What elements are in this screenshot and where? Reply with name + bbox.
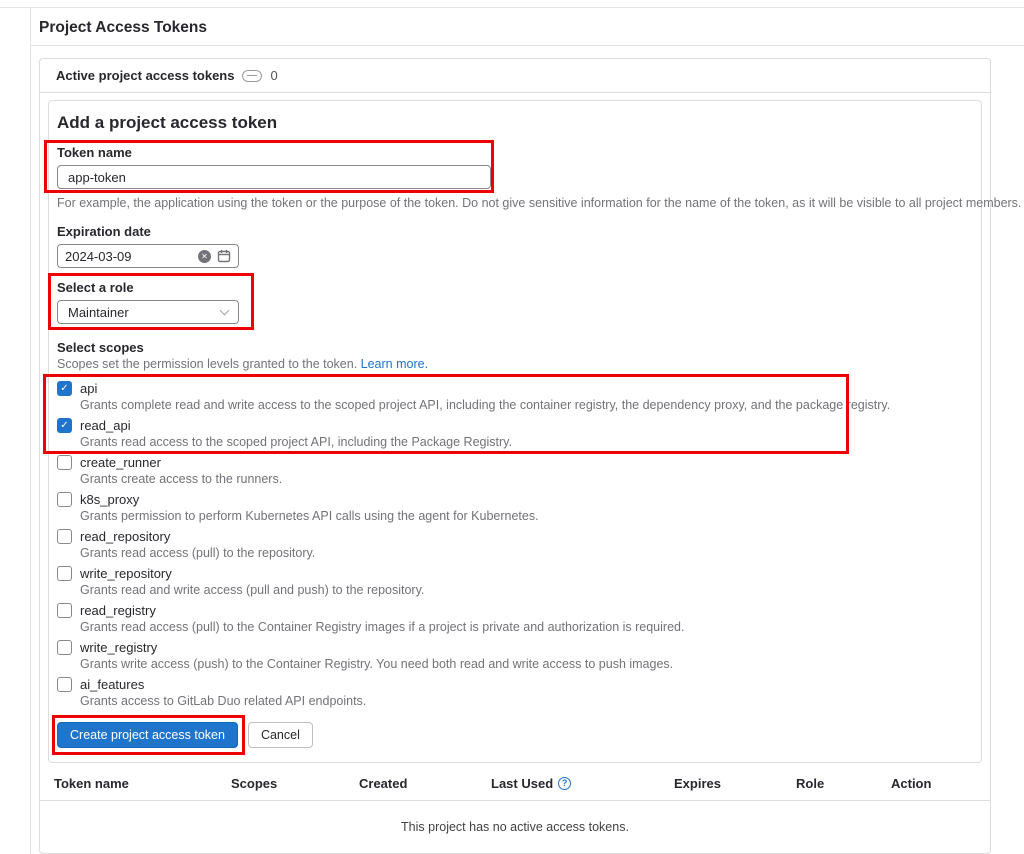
- expiration-date-label: Expiration date: [57, 224, 151, 239]
- scope-description: Grants read access to the scoped project API, including the Package Registry.: [80, 435, 512, 449]
- col-last-used: [485, 776, 668, 791]
- scopes-help-text: Scopes set the permission levels granted to the token.: [57, 357, 358, 371]
- scope-description: Grants complete read and write access to the scoped project API, including the container registry, the dependency proxy, and the package registry.: [80, 398, 891, 412]
- token-name-field: [57, 145, 491, 189]
- scopes-help: [57, 357, 973, 371]
- empty-state-message: This project has no active access tokens.: [401, 820, 629, 834]
- scope-name: write_repository: [80, 565, 172, 581]
- token-name-help: For example, the application using the token or the purpose of the token. Do not give sensitive information for the name of the token, as it will be visible to all project members.: [57, 196, 1022, 210]
- scope-name: read_registry: [80, 602, 156, 618]
- scope-item: [57, 454, 973, 486]
- scope-name: k8s_proxy: [80, 491, 140, 507]
- learn-more-link[interactable]: Learn more.: [360, 357, 429, 371]
- scope-description: Grants permission to perform Kubernetes API calls using the agent for Kubernetes.: [80, 509, 539, 523]
- scope-item: [57, 491, 973, 523]
- form-heading: Add a project access token: [57, 113, 278, 132]
- scope-name: create_runner: [80, 454, 161, 470]
- card-header: [40, 59, 990, 93]
- top-divider: [0, 0, 1024, 8]
- role-select[interactable]: [57, 300, 239, 324]
- role-label: Select a role: [57, 280, 134, 295]
- scope-checkbox[interactable]: [57, 529, 72, 544]
- scope-description: Grants create access to the runners.: [80, 472, 283, 486]
- scope-name: read_api: [80, 417, 131, 433]
- scope-item: [57, 528, 973, 560]
- expiration-date-input[interactable]: [57, 244, 239, 268]
- scope-item: [57, 602, 973, 634]
- scope-checkbox[interactable]: [57, 640, 72, 655]
- add-token-form: [48, 100, 1022, 763]
- scope-item: [57, 417, 973, 449]
- cancel-button[interactable]: Cancel: [248, 722, 313, 748]
- tokens-table-header: [40, 766, 990, 801]
- scope-description: Grants read access (pull) to the repository.: [80, 546, 316, 560]
- scope-checkbox[interactable]: [57, 677, 72, 692]
- col-expires: Expires: [674, 775, 721, 791]
- card-header-label: Active project access tokens: [56, 68, 235, 83]
- expiration-date-field: [57, 224, 973, 268]
- col-created: Created: [359, 775, 408, 791]
- content-area: [30, 8, 1024, 854]
- role-field: [57, 280, 239, 324]
- question-circle-icon[interactable]: [558, 777, 571, 790]
- role-selected-value: Maintainer: [68, 304, 129, 320]
- page-title: Project Access Tokens: [31, 8, 1024, 46]
- scopes-label: Select scopes: [57, 340, 144, 355]
- col-role: Role: [796, 775, 825, 791]
- access-tokens-card: [39, 58, 1022, 854]
- token-name-label: Token name: [57, 145, 132, 160]
- calendar-icon[interactable]: [217, 249, 231, 263]
- scope-checkbox[interactable]: ✓: [57, 381, 72, 396]
- tokens-table: [40, 766, 990, 853]
- expiration-date-value: 2024-03-09: [65, 248, 132, 264]
- scope-name: write_registry: [80, 639, 158, 655]
- scopes-list: [57, 380, 973, 708]
- scope-name: api: [80, 380, 98, 396]
- scope-description: Grants write access (push) to the Container Registry. You need both read and write access to push images.: [80, 657, 674, 671]
- scope-name: read_repository: [80, 528, 171, 544]
- scope-checkbox[interactable]: ✓: [57, 418, 72, 433]
- card-body: [40, 93, 1022, 763]
- chevron-down-icon: [220, 305, 230, 315]
- col-action: Action: [891, 775, 932, 791]
- scope-description: Grants read and write access (pull and push) to the repository.: [80, 583, 425, 597]
- scope-item: [57, 565, 973, 597]
- scope-checkbox[interactable]: [57, 492, 72, 507]
- scope-checkbox[interactable]: [57, 603, 72, 618]
- scope-item: [57, 639, 973, 671]
- form-buttons: [57, 722, 973, 748]
- scope-item: [57, 676, 973, 708]
- scope-description: Grants read access (pull) to the Container Registry images if a project is private and authorization is required.: [80, 620, 685, 634]
- scope-description: Grants access to GitLab Duo related API endpoints.: [80, 694, 367, 708]
- scope-checkbox[interactable]: [57, 566, 72, 581]
- col-last-used-label: Last Used: [491, 775, 554, 791]
- create-token-button[interactable]: Create project access token: [57, 722, 238, 748]
- token-pill-icon: [242, 70, 262, 82]
- active-token-count: 0: [270, 68, 278, 83]
- scope-item: [57, 380, 973, 412]
- col-scopes: Scopes: [231, 775, 278, 791]
- circle-x-icon[interactable]: [198, 250, 211, 263]
- token-name-input[interactable]: [57, 165, 491, 189]
- scope-name: ai_features: [80, 676, 145, 692]
- col-token-name: Token name: [54, 775, 129, 791]
- scope-checkbox[interactable]: [57, 455, 72, 470]
